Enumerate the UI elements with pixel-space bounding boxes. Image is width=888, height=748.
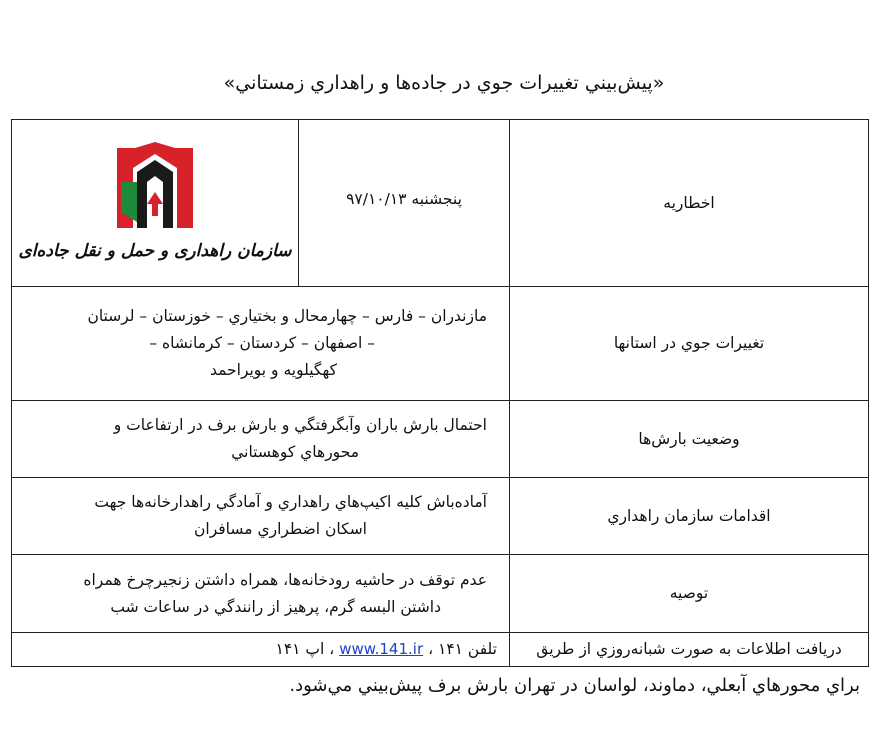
value-line: مازندران – فارس – چهارمحال و بختياري – خوزستان – لرستان (87, 307, 487, 325)
website-link[interactable]: www.141.ir (339, 640, 424, 658)
logo-cell (12, 120, 299, 287)
contact-row (12, 633, 869, 667)
page-title: «پيش‌بيني تغييرات جوي در جاده‌ها و راهداري زمستاني» (223, 72, 665, 94)
footer-note: براي محورهاي آبعلي، دماوند، لواسان در تهران بارش برف پيش‌بيني مي‌شود. (289, 675, 860, 696)
row-label: توصيه (510, 555, 869, 633)
value-line: عدم توقف در حاشيه رودخانه‌ها، همراه داشتن زنجيرچرخ همراه (83, 570, 487, 589)
table-row (12, 555, 869, 633)
row-label: وضعيت بارش‌ها (510, 401, 869, 478)
value-line: محورهاي كوهستاني (231, 443, 359, 461)
organization-name: سازمان راهداری و حمل و نقل جاده‌ای (18, 240, 292, 261)
row-value (12, 287, 510, 401)
row-value (12, 555, 510, 633)
header-row (12, 120, 869, 287)
header-label: اخطاريه (510, 120, 869, 287)
organization-logo-icon (113, 142, 197, 234)
row-value (12, 401, 510, 478)
info-table (11, 119, 869, 667)
value-line: آماده‌باش كليه اكيپ‌هاي راهداري و آمادگي راهدارخانه‌ها جهت (94, 493, 487, 511)
value-line: داشتن البسه گرم، پرهيز از رانندگي در ساعات شب (110, 597, 441, 616)
row-label: اقدامات سازمان راهداري (510, 478, 869, 555)
phone-text: تلفن ۱۴۱ ، (428, 640, 497, 658)
table-row (12, 401, 869, 478)
contact-value (12, 633, 510, 667)
table-row (12, 287, 869, 401)
value-line: اسكان اضطراري مسافران (194, 520, 367, 538)
value-line: كهگيلويه و بويراحمد (209, 361, 337, 379)
value-line: – اصفهان – كردستان – كرمانشاه – (149, 334, 375, 352)
value-line: احتمال بارش باران وآبگرفتگي و بارش برف در ارتفاعات و (113, 416, 487, 434)
contact-label: دريافت اطلاعات به صورت شبانه‌روزي از طريق (510, 633, 869, 667)
app-text: ، اپ ۱۴۱ (275, 640, 335, 658)
date-cell: پنجشنبه ۹۷/۱۰/۱۳ (299, 120, 510, 287)
row-label: تغييرات جوي در استانها (510, 287, 869, 401)
row-value (12, 478, 510, 555)
table-row (12, 478, 869, 555)
